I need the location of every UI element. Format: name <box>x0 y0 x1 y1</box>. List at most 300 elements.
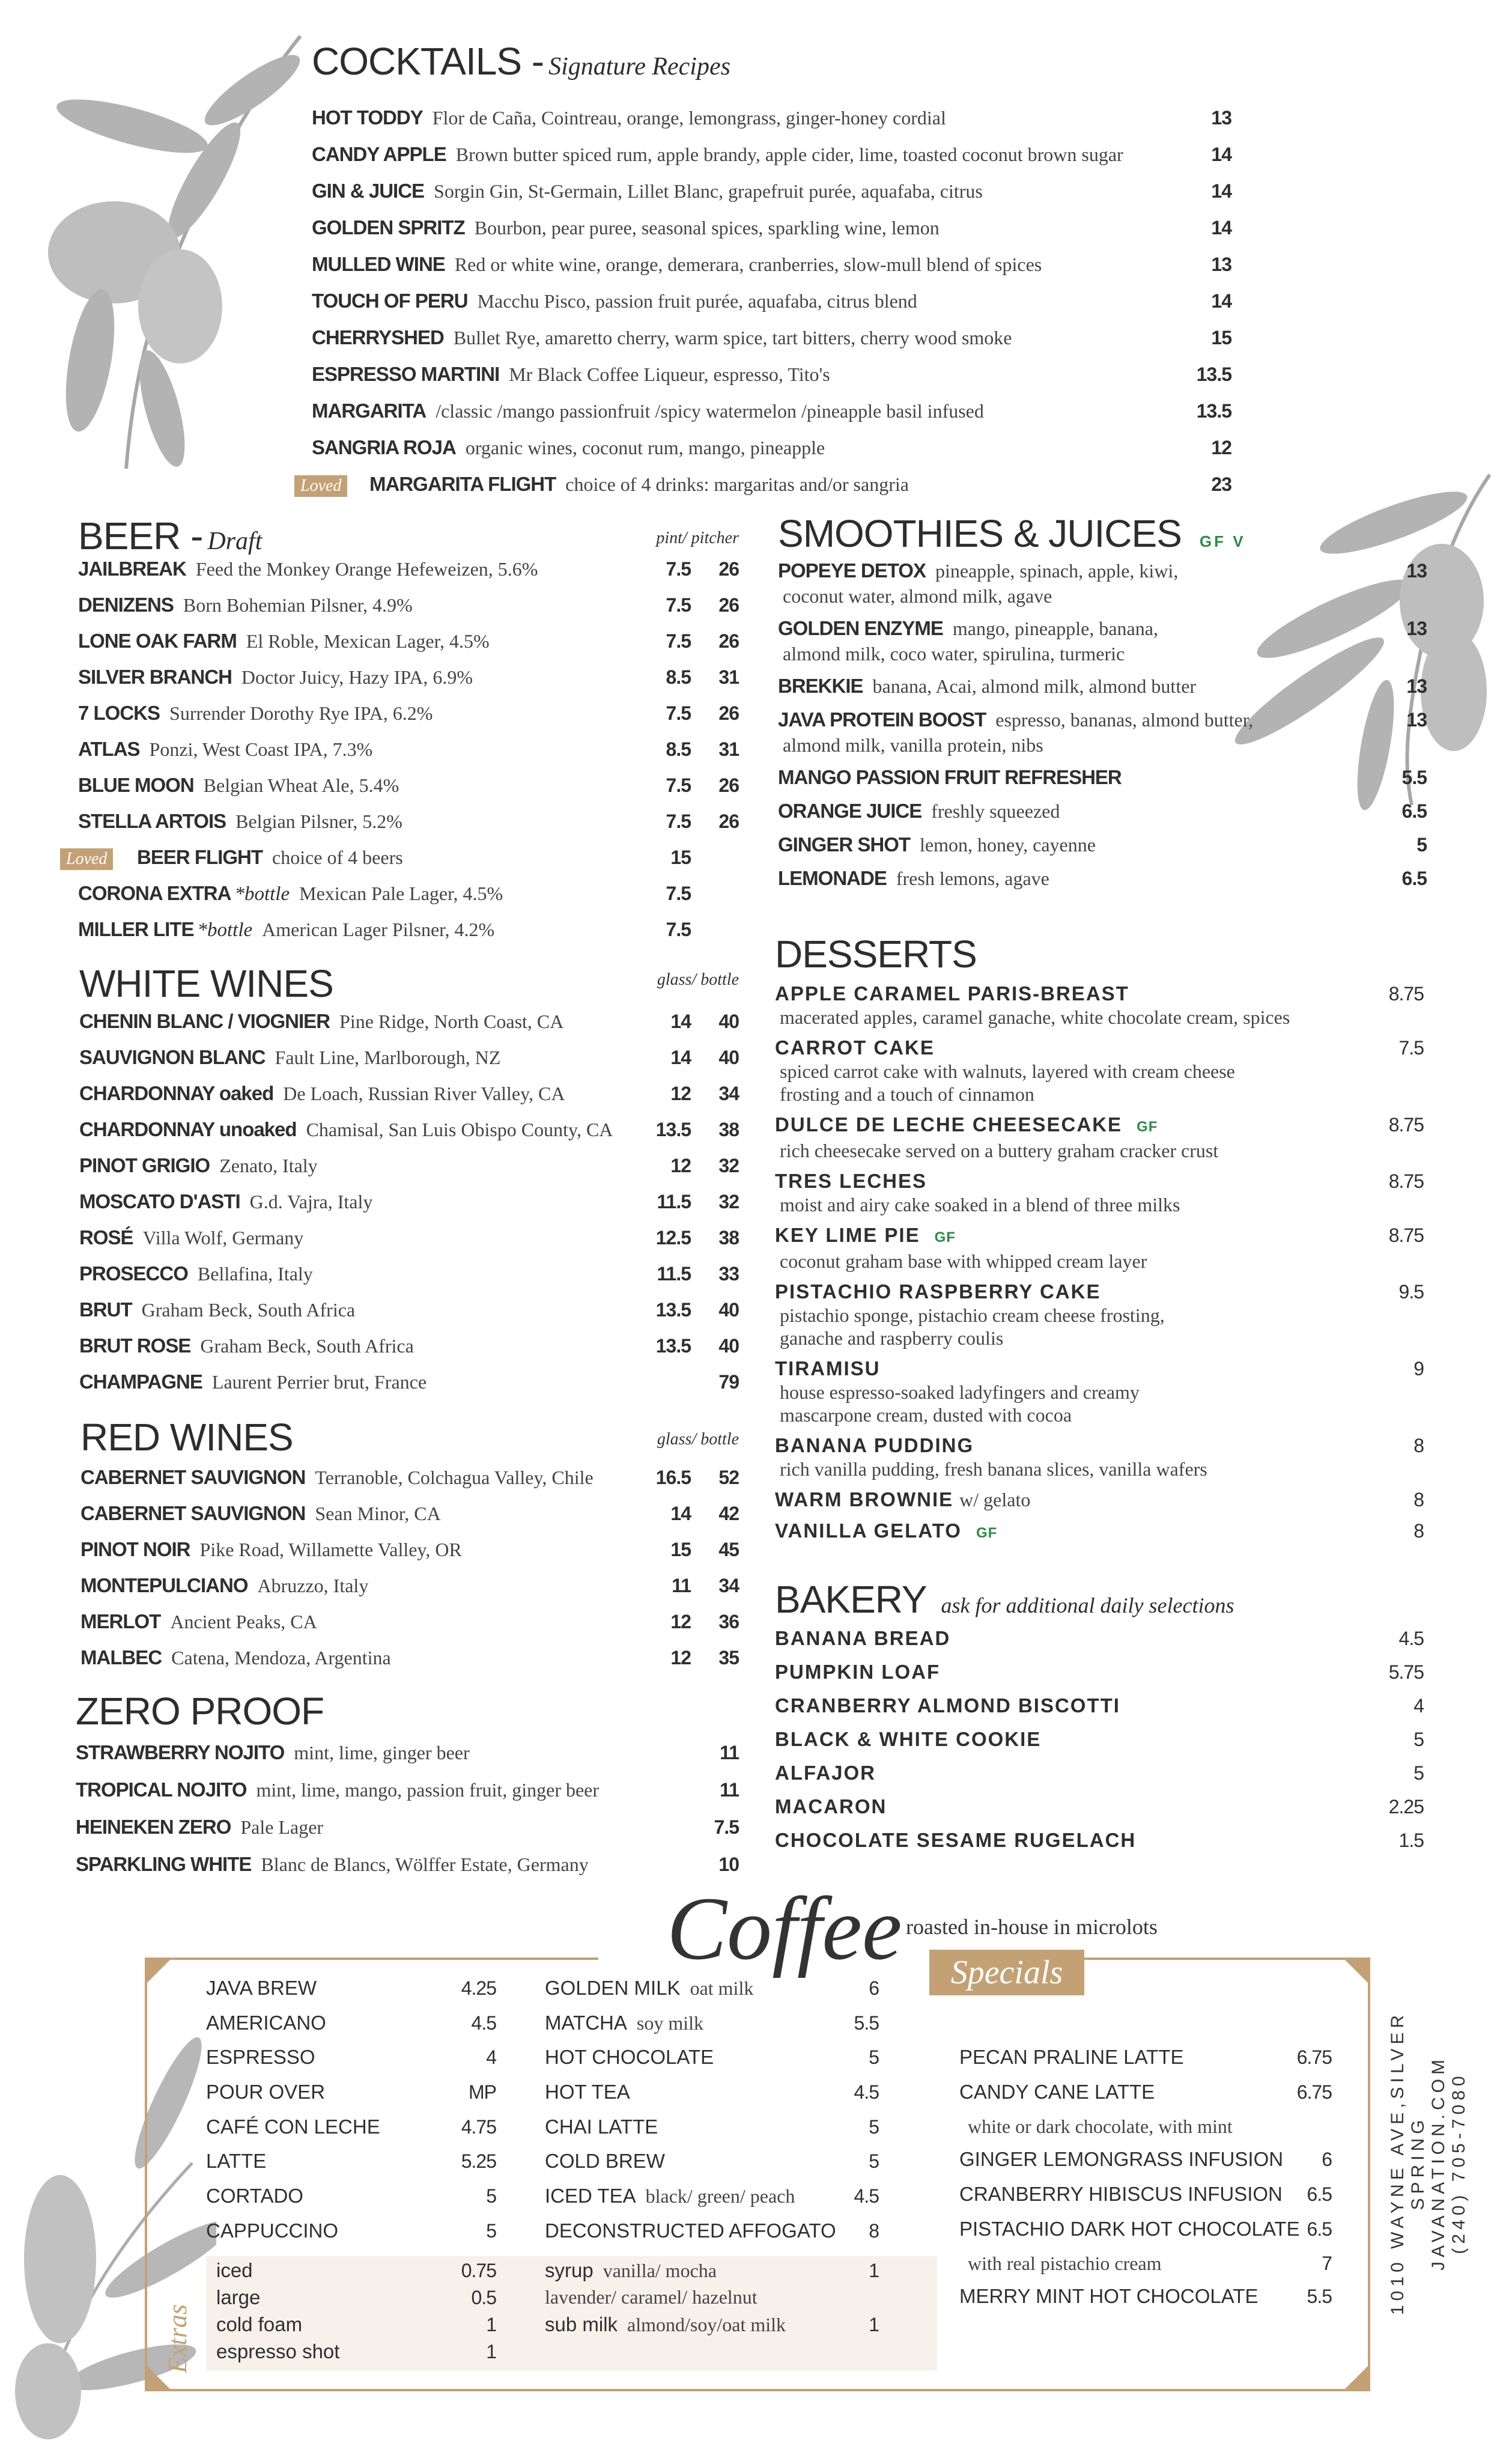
item-name: GINGER LEMONGRASS INFUSION <box>959 2148 1284 2170</box>
item-description: pistachio sponge, pistachio cream cheese frosting, <box>780 1304 1165 1326</box>
gluten-free-tag: GF <box>934 1229 956 1246</box>
item-price: 4.25 <box>461 1977 496 1999</box>
price-glass: 13.5 <box>655 1299 691 1321</box>
item-description: Graham Beck, South Africa <box>200 1335 414 1357</box>
item-name: GOLDEN MILK <box>545 1977 681 1999</box>
menu-item <box>775 1280 1424 1349</box>
menu-item <box>60 558 739 594</box>
price-bottle: 26 <box>718 558 739 580</box>
item-price: 4 <box>486 2046 496 2069</box>
item-name: CARROT CAKE <box>775 1036 935 1059</box>
item-price: 6.5 <box>1401 800 1427 822</box>
item-name: CHERRYSHED <box>312 326 444 348</box>
coffee-box-border <box>145 1958 147 2391</box>
item-price: 4 <box>1413 1695 1424 1717</box>
item-price: 6.5 <box>1307 2183 1332 2205</box>
item-name: BRUT ROSE <box>79 1334 191 1357</box>
item-name: BLACK & WHITE COOKIE <box>775 1728 1042 1750</box>
price-bottle: 32 <box>718 1155 739 1176</box>
specials-badge: Specials <box>929 1950 1084 1995</box>
item-name: APPLE CARAMEL PARIS-BREAST <box>775 982 1129 1005</box>
item-description: choice of 4 drinks: margaritas and/or sangria <box>565 473 909 495</box>
price-bottle: 40 <box>718 1299 739 1321</box>
item-name: ESPRESSO <box>206 2046 315 2069</box>
price-glass: 14 <box>670 1047 691 1068</box>
menu-item <box>206 2116 496 2150</box>
extras-left <box>216 2259 496 2367</box>
item-price: 7 <box>1322 2253 1332 2274</box>
price-bottle: 26 <box>718 811 739 832</box>
item-name: CANDY APPLE <box>312 143 446 165</box>
menu-item <box>206 2046 496 2081</box>
item-name: CANDY CANE LATTE <box>959 2081 1155 2103</box>
menu-item <box>294 326 1231 363</box>
item-header <box>778 707 1427 733</box>
menu-item <box>60 1334 739 1370</box>
item-description: Ponzi, West Coast IPA, 7.3% <box>149 738 373 760</box>
item-description: Sean Minor, CA <box>315 1503 441 1524</box>
item-description: choice of 4 beers <box>272 847 403 868</box>
item-price: 5 <box>486 2185 496 2207</box>
item-price: 9.5 <box>1398 1281 1424 1303</box>
item-name: MALBEC <box>80 1646 162 1669</box>
item-name: CORTADO <box>206 2185 303 2207</box>
item-price: 8 <box>869 2219 879 2242</box>
item-description: Chamisal, San Luis Obispo County, CA <box>306 1119 613 1140</box>
menu-item <box>778 615 1427 666</box>
coffee-box-border <box>145 1958 598 1960</box>
item-price: 7.5 <box>1398 1037 1424 1059</box>
item-name: WARM BROWNIE <box>775 1488 954 1510</box>
menu-item <box>60 918 739 954</box>
menu-item <box>206 2219 496 2254</box>
menu-item <box>60 1190 739 1226</box>
menu-item <box>294 436 1231 473</box>
item-price: 13 <box>1406 618 1427 639</box>
item-price: 4.5 <box>854 2185 879 2207</box>
item-name: PINOT GRIGIO <box>79 1154 210 1176</box>
item-name: SANGRIA ROJA <box>312 436 456 458</box>
item-name: JAILBREAK <box>78 558 186 580</box>
menu-item <box>545 2081 879 2116</box>
item-name: BEER FLIGHT <box>137 846 263 868</box>
item-description: G.d. Vajra, Italy <box>249 1191 373 1212</box>
address: 1010 WAYNE AVE,SILVER SPRING <box>1388 2010 1428 2316</box>
menu-item <box>60 774 739 810</box>
menu-item <box>545 2116 879 2150</box>
price-glass: 12 <box>670 1647 691 1669</box>
menu-item <box>216 2259 496 2286</box>
menu-item <box>294 143 1231 180</box>
menu-item <box>775 1627 1424 1661</box>
price-bottle: 38 <box>718 1119 739 1140</box>
item-name: LATTE <box>206 2150 267 2173</box>
item-name: LONE OAK FARM <box>78 630 237 652</box>
bakery-section <box>775 1575 1424 1863</box>
white-wines-section <box>60 960 739 1407</box>
item-name: MOSCATO D'ASTI <box>79 1190 240 1212</box>
item-price: 0.5 <box>471 2287 496 2308</box>
item-price: 8.75 <box>1388 1224 1424 1246</box>
price-bottle: 11 <box>720 1779 739 1801</box>
item-price: 13 <box>1406 560 1427 582</box>
menu-item <box>216 2286 496 2313</box>
item-description: Surrender Dorothy Rye IPA, 6.2% <box>169 702 433 724</box>
item-name: GIN & JUICE <box>312 180 425 202</box>
item-price: 5 <box>869 2046 879 2069</box>
menu-item <box>775 1519 1424 1545</box>
menu-item <box>206 2150 496 2185</box>
item-description: Blanc de Blancs, Wölffer Estate, Germany <box>261 1854 589 1875</box>
item-description: Sorgin Gin, St-Germain, Lillet Blanc, grapefruit purée, aquafaba, citrus <box>434 180 983 202</box>
item-name: VANILLA GELATO <box>775 1519 962 1542</box>
item-description: almond milk, vanilla protein, nibs <box>783 734 1043 756</box>
item-description: soy milk <box>636 2012 704 2034</box>
loved-badge: Loved <box>294 475 347 497</box>
menu-item <box>778 832 1427 858</box>
price-glass: 12 <box>670 1083 691 1104</box>
item-description: Ancient Peaks, CA <box>170 1611 317 1632</box>
price-bottle: 34 <box>718 1575 739 1596</box>
item-name: BREKKIE <box>778 675 863 697</box>
item-name: PECAN PRALINE LATTE <box>959 2046 1184 2068</box>
price-glass: 12.5 <box>655 1227 691 1249</box>
item-price: 5 <box>1413 1762 1424 1784</box>
price-glass: 7.5 <box>666 811 691 832</box>
menu-item <box>60 1046 739 1082</box>
price-glass: 7.5 <box>666 594 691 616</box>
item-price: 8.75 <box>1388 1114 1424 1136</box>
coffee-subtitle: roasted in-house in microlots <box>906 1915 1158 1939</box>
item-price: 1 <box>486 2314 496 2335</box>
menu-item <box>775 1728 1424 1762</box>
corner-ornament <box>1343 2364 1370 2391</box>
item-description: Laurent Perrier brut, France <box>211 1371 427 1393</box>
menu-item <box>60 1466 739 1502</box>
menu-item <box>206 2185 496 2219</box>
item-name: KEY LIME PIE <box>775 1224 920 1246</box>
item-name: MARGARITA <box>312 400 427 422</box>
price-bottle: 11 <box>720 1742 739 1763</box>
item-price: 6.75 <box>1296 2081 1332 2103</box>
item-name: PISTACHIO RASPBERRY CAKE <box>775 1280 1101 1303</box>
item-description: Fault Line, Marlborough, NZ <box>275 1047 501 1068</box>
item-name: MARGARITA FLIGHT <box>369 473 556 495</box>
item-description: mango, pineapple, banana, <box>952 618 1158 639</box>
item-description: espresso, bananas, almond butter, <box>995 709 1254 731</box>
item-price: 8 <box>1413 1435 1424 1456</box>
item-price: 2.25 <box>1388 1796 1424 1818</box>
price-glass: 16.5 <box>655 1467 691 1488</box>
item-name: ORANGE JUICE <box>778 800 922 822</box>
contact-info <box>1388 1995 1469 2331</box>
price-column-header: glass/ bottle <box>657 970 739 989</box>
website-link[interactable]: JAVANATION.COM <box>1429 2055 1448 2271</box>
item-description: macerated apples, caramel ganache, white chocolate cream, spices <box>780 1006 1290 1028</box>
menu-item <box>60 1646 739 1682</box>
item-description: rich vanilla pudding, fresh banana slices, vanilla wafers <box>780 1458 1207 1480</box>
price-bottle: 10 <box>718 1854 739 1875</box>
item-description: Pike Road, Willamette Valley, OR <box>199 1539 462 1560</box>
specials-section <box>959 2046 1332 2320</box>
coffee-box-border <box>145 2389 1370 2391</box>
item-name: STELLA ARTOIS <box>78 810 226 832</box>
item-description: Pale Lager <box>240 1816 324 1838</box>
menu-item <box>60 1741 739 1778</box>
item-price: 1 <box>869 2260 879 2281</box>
item-name: DULCE DE LECHE CHEESECAKE <box>775 1113 1123 1136</box>
item-name: CHARDONNAY oaked <box>79 1082 274 1104</box>
item-price: 8 <box>1413 1489 1424 1510</box>
gluten-free-tag: GF <box>976 1525 998 1541</box>
menu-item <box>60 1118 739 1154</box>
menu-item <box>959 2046 1332 2081</box>
item-description: Belgian Wheat Ale, 5.4% <box>203 774 399 796</box>
price-bottle: 52 <box>718 1467 739 1488</box>
menu-item <box>775 1661 1424 1694</box>
menu-item <box>216 2340 496 2367</box>
price-bottle: 7.5 <box>714 1816 739 1838</box>
item-header <box>775 1036 1424 1060</box>
item-description: /classic /mango passionfruit /spicy watermelon /pineapple basil infused <box>436 400 984 422</box>
item-name: PROSECCO <box>79 1262 188 1285</box>
menu-item <box>294 363 1231 400</box>
item-subline <box>959 2253 1332 2285</box>
item-description: Macchu Pisco, passion fruit purée, aquafaba, citrus blend <box>477 290 917 312</box>
coffee-column-1 <box>206 1977 496 2254</box>
dietary-tag: GF V <box>1199 532 1246 550</box>
item-description: Catena, Mendoza, Argentina <box>171 1647 391 1669</box>
bakery-title: BAKERY <box>775 1578 927 1621</box>
item-header <box>775 1488 1424 1512</box>
item-note: w/ gelato <box>959 1489 1031 1510</box>
item-name: HOT TEA <box>545 2081 630 2104</box>
olive-branch-illustration <box>12 2031 216 2439</box>
item-description: Doctor Juicy, Hazy IPA, 6.9% <box>241 666 473 688</box>
item-price: 14 <box>1211 144 1231 165</box>
item-name: CRANBERRY HIBISCUS INFUSION <box>959 2183 1283 2205</box>
item-price: 6.5 <box>1307 2218 1332 2240</box>
item-description: rich cheesecake served on a buttery graham cracker crust <box>780 1140 1219 1161</box>
item-name: HOT CHOCOLATE <box>545 2046 714 2069</box>
item-price: 5 <box>869 2150 879 2173</box>
item-name: CAPPUCCINO <box>206 2219 339 2242</box>
extras-right <box>545 2259 879 2340</box>
item-name: CRANBERRY ALMOND BISCOTTI <box>775 1694 1120 1717</box>
item-description: Mexican Pale Lager, 4.5% <box>299 883 503 904</box>
item-description: Born Bohemian Pilsner, 4.9% <box>183 594 413 616</box>
loved-badge: Loved <box>60 848 113 870</box>
menu-item <box>294 106 1231 143</box>
item-name: MERRY MINT HOT CHOCOLATE <box>959 2285 1258 2307</box>
item-name: HOT TODDY <box>312 106 423 129</box>
smoothies-juices-section <box>778 510 1427 899</box>
item-price: 8.75 <box>1388 983 1424 1005</box>
item-description: white or dark chocolate, with mint <box>968 2116 1233 2137</box>
item-description: moist and airy cake soaked in a blend of three milks <box>780 1194 1180 1215</box>
item-name: ESPRESSO MARTINI <box>312 363 500 385</box>
price-bottle: 35 <box>718 1647 739 1669</box>
menu-item <box>545 2012 879 2046</box>
item-price: 5 <box>1413 1729 1424 1750</box>
price-bottle: 26 <box>718 630 739 652</box>
item-price: 13 <box>1211 254 1231 275</box>
price-bottle: 36 <box>718 1611 739 1632</box>
beer-section <box>60 512 739 954</box>
price-column-header: glass/ bottle <box>657 1430 739 1449</box>
item-name: CHAI LATTE <box>545 2115 658 2138</box>
price-glass: 12 <box>670 1611 691 1632</box>
item-description: Feed the Monkey Orange Hefeweizen, 5.6% <box>195 558 538 580</box>
price-column-header: pint/ pitcher <box>656 529 739 547</box>
menu-item <box>206 2081 496 2116</box>
price-bottle: 42 <box>718 1503 739 1524</box>
item-name: MULLED WINE <box>312 253 445 275</box>
price-glass: 7.5 <box>666 630 691 652</box>
item-name: 7 LOCKS <box>78 702 160 724</box>
price-glass: 7.5 <box>666 919 691 940</box>
zero-proof-section <box>60 1687 739 1890</box>
item-name: SILVER BRANCH <box>78 666 232 688</box>
menu-item <box>545 2313 879 2340</box>
menu-item <box>775 1113 1424 1162</box>
item-name: MACARON <box>775 1795 887 1818</box>
item-name: PUMPKIN LOAF <box>775 1661 941 1683</box>
section-title: ZERO PROOF <box>76 1690 324 1733</box>
menu-item <box>778 865 1427 892</box>
item-header <box>775 1169 1424 1193</box>
menu-item <box>778 558 1427 608</box>
item-name: TOUCH OF PERU <box>312 290 468 312</box>
menu-item <box>60 810 739 846</box>
item-price: 14 <box>1211 217 1231 239</box>
item-name: COLD BREW <box>545 2150 665 2173</box>
item-price: 4.5 <box>854 2081 879 2104</box>
coffee-column-2 <box>545 1977 879 2254</box>
menu-item <box>294 253 1231 290</box>
menu-item <box>959 2285 1332 2320</box>
item-header <box>775 1434 1424 1458</box>
item-description: vanilla/ mocha <box>603 2260 717 2281</box>
cocktails-section <box>294 37 1231 510</box>
price-bottle: 33 <box>718 1263 739 1285</box>
price-glass: 11.5 <box>657 1191 691 1212</box>
menu-item <box>60 1082 739 1118</box>
price-glass: 7.5 <box>666 774 691 796</box>
section-title <box>294 37 1231 91</box>
item-description: Pine Ridge, North Coast, CA <box>339 1011 564 1032</box>
price-glass: 8.5 <box>666 666 691 688</box>
item-description: Flor de Caña, Cointreau, orange, lemongrass, ginger-honey cordial <box>432 107 946 129</box>
item-description: lavender/ caramel/ hazelnut <box>545 2286 758 2308</box>
menu-item <box>775 1169 1424 1216</box>
menu-item <box>60 666 739 702</box>
price-glass: 13.5 <box>655 1335 691 1357</box>
section-title <box>778 510 1427 558</box>
item-name: CABERNET SAUVIGNON <box>80 1502 306 1524</box>
item-price: 8 <box>1413 1520 1424 1542</box>
menu-item <box>775 1357 1424 1426</box>
menu-item <box>294 473 1231 510</box>
price-glass: 7.5 <box>666 702 691 724</box>
item-name: LEMONADE <box>778 867 887 889</box>
gluten-free-tag: GF <box>1137 1119 1158 1135</box>
menu-item <box>775 1434 1424 1480</box>
item-name: sub milk <box>545 2313 618 2335</box>
item-name: syrup <box>545 2259 594 2281</box>
item-description: De Loach, Russian River Valley, CA <box>283 1083 565 1104</box>
item-description: almond/soy/oat milk <box>627 2314 786 2335</box>
phone-number[interactable]: (240) 705-7080 <box>1449 2072 1469 2254</box>
item-name: ROSÉ <box>79 1226 133 1249</box>
item-name: GINGER SHOT <box>778 833 911 856</box>
price-glass: 11.5 <box>657 1263 691 1285</box>
item-name: espresso shot <box>216 2340 340 2362</box>
item-name: large <box>216 2286 261 2308</box>
item-description: pineapple, spinach, apple, kiwi, <box>935 560 1179 582</box>
menu-item <box>60 1778 739 1816</box>
menu-item <box>775 982 1424 1029</box>
item-header <box>778 764 1427 791</box>
item-price: 0.75 <box>461 2260 496 2281</box>
olive-branch-illustration <box>24 24 312 481</box>
item-name: MERLOT <box>80 1610 161 1632</box>
beer-title: BEER - <box>78 514 203 558</box>
menu-item <box>545 1977 879 2012</box>
price-glass: 12 <box>670 1155 691 1176</box>
item-description: lemon, honey, cayenne <box>920 834 1096 856</box>
menu-item <box>60 1502 739 1538</box>
item-description: Mr Black Coffee Liqueur, espresso, Tito's <box>509 364 830 385</box>
item-name: ICED TEA <box>545 2185 636 2207</box>
item-price: MP <box>469 2081 496 2104</box>
item-name: CORONA EXTRA <box>78 882 231 904</box>
item-name: MONTEPULCIANO <box>80 1574 248 1596</box>
section-title: DESSERTS <box>775 932 977 976</box>
item-header <box>778 798 1427 824</box>
menu-item <box>60 594 739 630</box>
menu-item <box>60 882 739 918</box>
item-price: 12 <box>1211 437 1231 458</box>
price-glass: 14 <box>670 1503 691 1524</box>
menu-item <box>60 1610 739 1646</box>
item-name: BANANA BREAD <box>775 1627 951 1649</box>
cocktails-subtitle: Signature Recipes <box>548 53 730 81</box>
menu-item <box>775 1795 1424 1829</box>
menu-item <box>60 1226 739 1262</box>
item-price: 5 <box>869 2116 879 2138</box>
menu-item <box>545 2185 879 2219</box>
item-price: 6.5 <box>1401 868 1427 889</box>
menu-item <box>60 630 739 666</box>
menu-item <box>294 290 1231 326</box>
item-description: Terranoble, Colchagua Valley, Chile <box>315 1467 594 1488</box>
item-description: freshly squeezed <box>931 800 1060 822</box>
price-bottle: 34 <box>718 1083 739 1104</box>
item-description: Brown butter spiced rum, apple brandy, apple cider, lime, toasted coconut brown sugar <box>455 144 1123 165</box>
item-description: organic wines, coconut rum, mango, pineapple <box>465 437 825 458</box>
item-price: 6 <box>1322 2149 1332 2170</box>
item-description: black/ green/ peach <box>645 2185 795 2207</box>
price-bottle: 40 <box>718 1011 739 1032</box>
item-name: TIRAMISU <box>775 1357 881 1380</box>
item-price: 1.5 <box>1398 1830 1424 1851</box>
item-name: ATLAS <box>78 738 140 760</box>
item-price: 6.75 <box>1296 2046 1332 2068</box>
item-price: 13 <box>1211 107 1231 129</box>
menu-item <box>775 1223 1424 1273</box>
item-price: 5.5 <box>1401 767 1427 788</box>
